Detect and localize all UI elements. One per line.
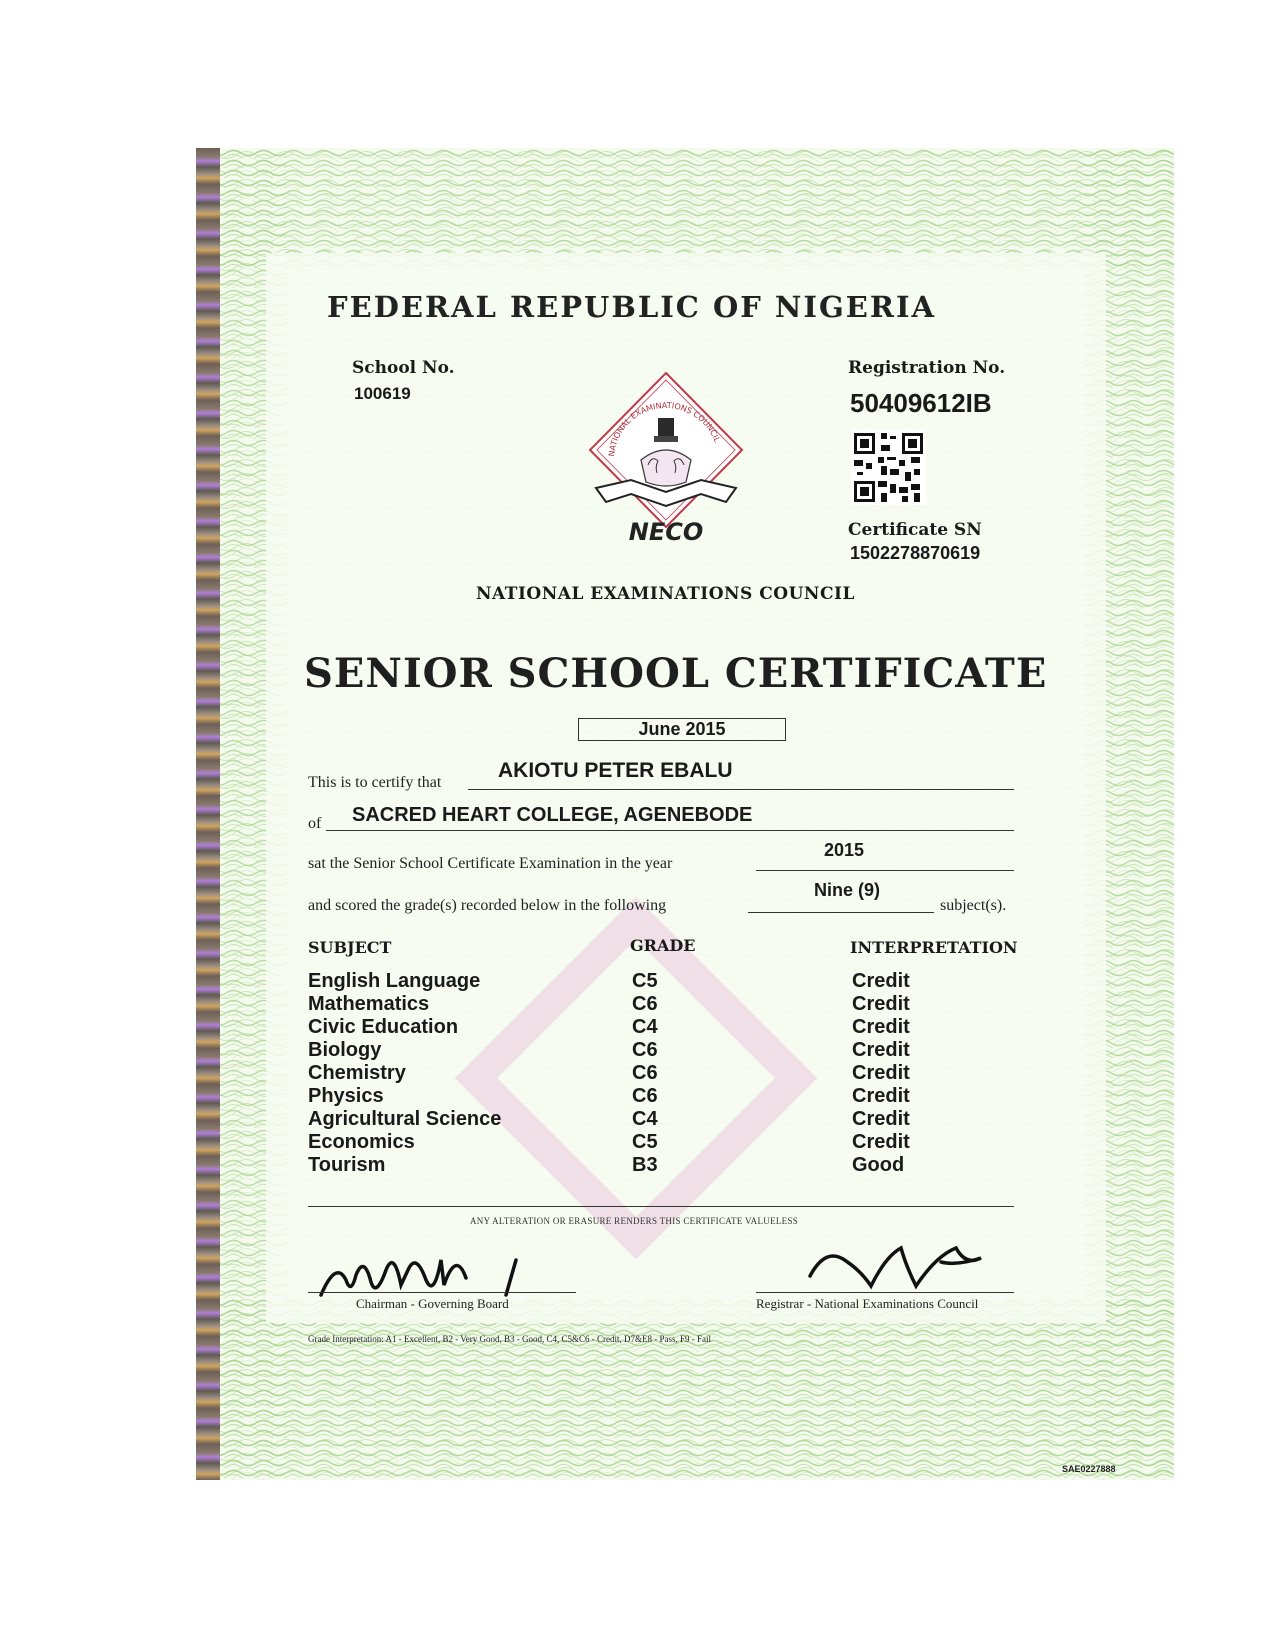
- certificate-title: SENIOR SCHOOL CERTIFICATE: [304, 650, 1048, 697]
- candidate-name-line: [468, 789, 1014, 790]
- column-header-grade: GRADE: [630, 936, 696, 955]
- sat-exam-label: sat the Senior School Certificate Examination in the year: [308, 855, 673, 872]
- subject-cell: Civic Education: [308, 1016, 459, 1038]
- subject-count: Nine (9): [814, 880, 881, 900]
- interpretation-cell: Good: [852, 1154, 905, 1176]
- scored-label: and scored the grade(s) recorded below in the following: [308, 897, 667, 914]
- interpretation-cell: Credit: [852, 1108, 910, 1130]
- council-name: NATIONAL EXAMINATIONS COUNCIL: [476, 584, 855, 604]
- subject-cell: Economics: [308, 1131, 415, 1153]
- registrar-signature-line: [756, 1292, 1014, 1293]
- logo-ring-text: NATIONAL EXAMINATIONS COUNCIL: [607, 400, 722, 458]
- interpretation-cell: Credit: [852, 1131, 910, 1153]
- country-heading: FEDERAL REPUBLIC OF NIGERIA: [327, 290, 937, 324]
- subject-cell: Tourism: [308, 1154, 386, 1176]
- subject-cell: English Language: [308, 970, 481, 992]
- chairman-signature-line: [308, 1292, 576, 1293]
- interpretation-cell: Credit: [852, 1062, 910, 1084]
- grade-cell: C5: [632, 1131, 658, 1153]
- interpretation-cell: Credit: [852, 970, 910, 992]
- logo-wordmark: NECO: [628, 518, 704, 546]
- grade-cell: B3: [632, 1154, 658, 1176]
- subject-cell: Mathematics: [308, 993, 430, 1015]
- certify-label: This is to certify that: [308, 774, 442, 791]
- exam-year: 2015: [824, 840, 865, 860]
- grade-cell: C6: [632, 1062, 658, 1084]
- alteration-warning: ANY ALTERATION OR ERASURE RENDERS THIS CERTIFICATE VALUELESS: [470, 1216, 799, 1226]
- of-label: of: [308, 815, 322, 832]
- grade-cell: C4: [632, 1108, 658, 1130]
- registration-number-value: 50409612IB: [850, 388, 992, 418]
- school-name: SACRED HEART COLLEGE, AGENEBODE: [352, 804, 753, 826]
- subject-cell: Agricultural Science: [308, 1108, 502, 1130]
- subject-cell: Physics: [308, 1085, 384, 1107]
- exam-session: June 2015: [578, 718, 786, 741]
- subject-cell: Biology: [308, 1039, 382, 1061]
- subjects-suffix: subject(s).: [940, 897, 1007, 914]
- column-header-interpretation: INTERPRETATION: [850, 938, 1018, 957]
- chairman-caption: Chairman - Governing Board: [356, 1296, 509, 1311]
- registration-number-label: Registration No.: [848, 358, 1006, 378]
- grade-interpretation-legend: Grade Interpretation: A1 - Excellent, B2 - Very Good, B3 - Good, C4, C5&C6 - Credit, D7&E8 - Pass, F9 - Fail: [308, 1334, 712, 1344]
- subject-cell: Chemistry: [308, 1062, 406, 1084]
- interpretation-cell: Credit: [852, 1039, 910, 1061]
- subject-count-line: [748, 912, 934, 913]
- grade-cell: C6: [632, 993, 658, 1015]
- interpretation-cell: Credit: [852, 1085, 910, 1107]
- grade-cell: C6: [632, 1085, 658, 1107]
- interpretation-cell: Credit: [852, 993, 910, 1015]
- school-number-value: 100619: [354, 384, 411, 403]
- hologram-security-strip: [196, 148, 220, 1480]
- certificate-sn-label: Certificate SN: [848, 520, 982, 540]
- school-name-line: [326, 830, 1014, 831]
- interpretation-cell: Credit: [852, 1016, 910, 1038]
- qr-code-icon: [851, 430, 926, 505]
- candidate-name: AKIOTU PETER EBALU: [498, 759, 733, 782]
- grade-cell: C5: [632, 970, 658, 992]
- grade-cell: C4: [632, 1016, 658, 1038]
- grade-cell: C6: [632, 1039, 658, 1061]
- year-line: [756, 870, 1014, 871]
- certificate-sn-value: 1502278870619: [850, 543, 981, 563]
- column-header-subject: SUBJECT: [308, 938, 392, 957]
- registrar-caption: Registrar - National Examinations Council: [756, 1296, 979, 1311]
- serial-number: SAE0227888: [1062, 1464, 1116, 1474]
- registrar-signature-icon: [806, 1236, 1002, 1296]
- school-number-label: School No.: [352, 358, 455, 378]
- neco-logo: [586, 370, 746, 550]
- footer-divider: [308, 1206, 1014, 1207]
